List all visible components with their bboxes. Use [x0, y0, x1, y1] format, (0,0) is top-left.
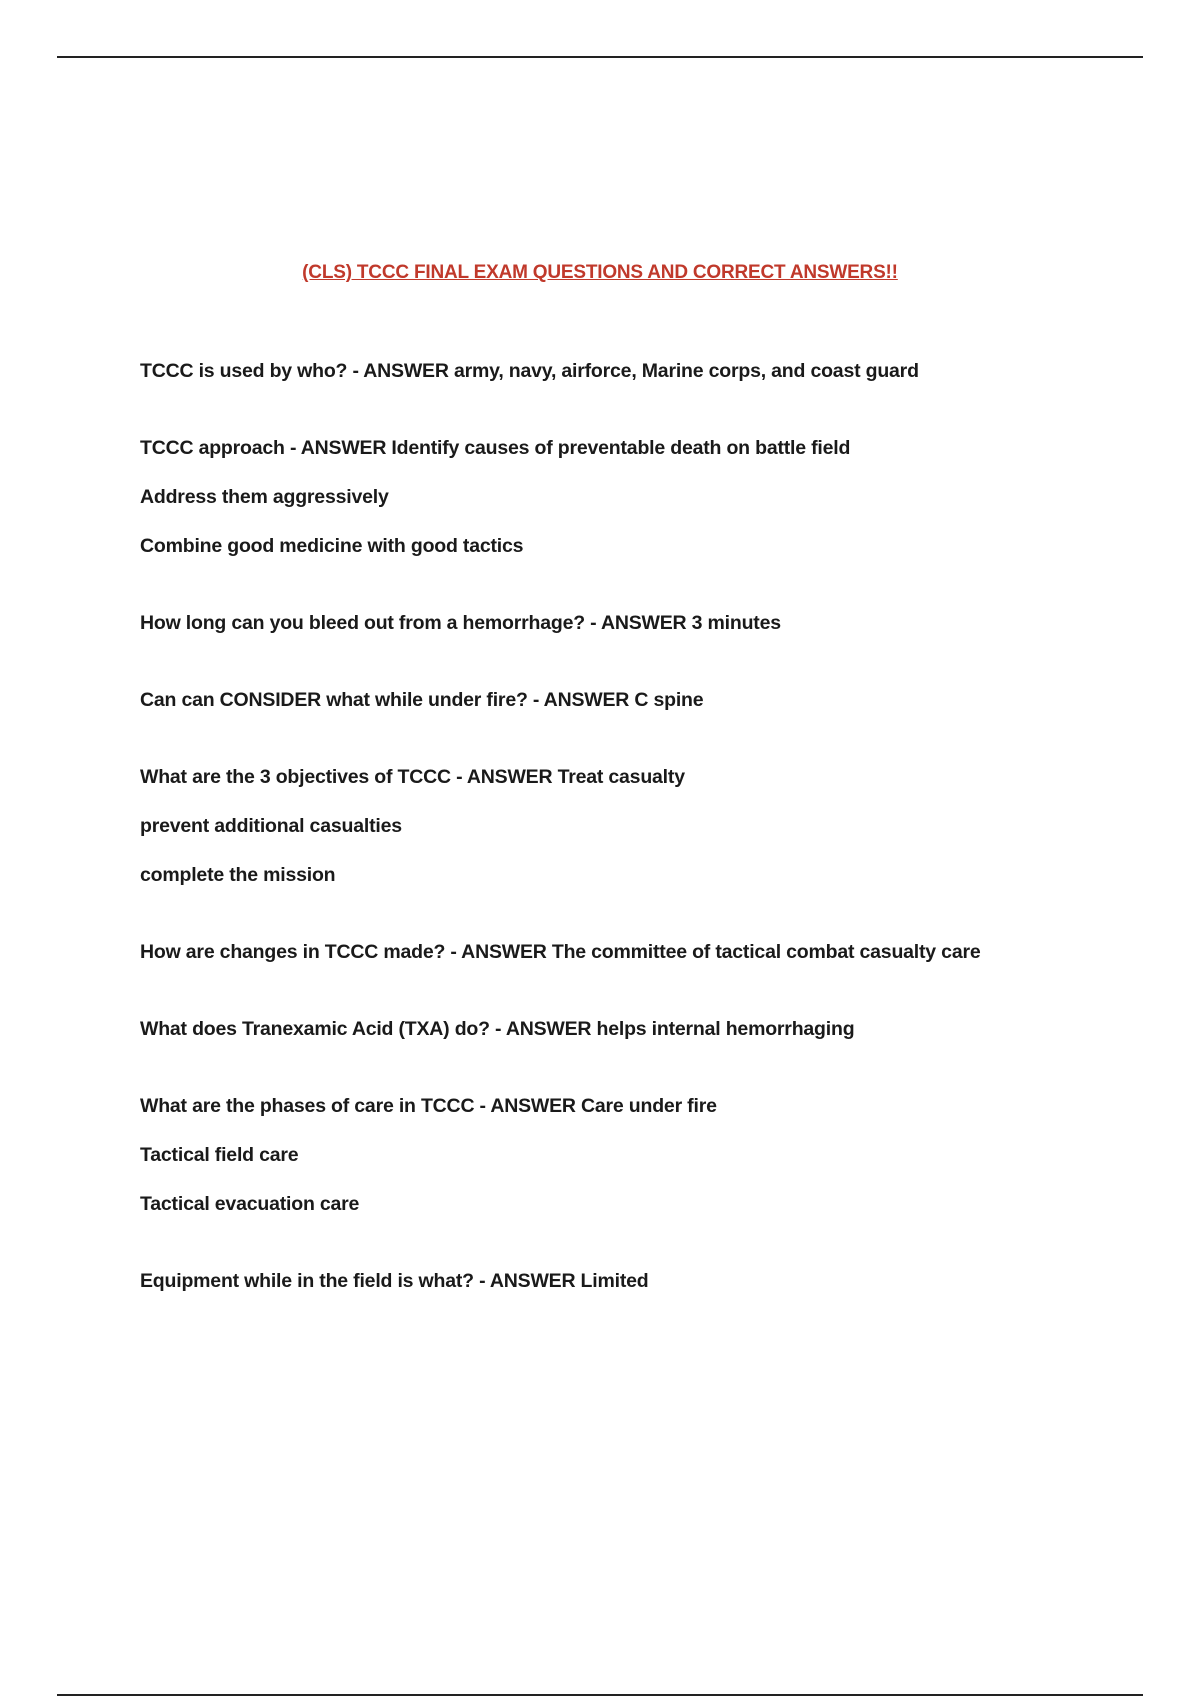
bottom-rule — [57, 1694, 1143, 1696]
qa-line: complete the mission — [140, 864, 336, 886]
qa-line: Equipment while in the field is what? - ANSWER Limited — [140, 1270, 649, 1292]
qa-line: TCCC is used by who? - ANSWER army, navy, airforce, Marine corps, and coast guard — [140, 360, 919, 382]
qa-entry-6 — [140, 937, 1060, 967]
qa-entry-5 — [140, 762, 1060, 890]
qa-list — [140, 356, 1060, 1315]
spacer — [140, 1238, 1060, 1266]
spacer — [140, 657, 1060, 685]
qa-line: Tactical evacuation care — [140, 1193, 360, 1215]
spacer — [140, 909, 1060, 937]
qa-entry-8 — [140, 1091, 1060, 1219]
qa-entry-4 — [140, 685, 1060, 715]
spacer — [140, 1063, 1060, 1091]
qa-entry-2 — [140, 433, 1060, 561]
spacer — [140, 405, 1060, 433]
qa-line: Combine good medicine with good tactics — [140, 535, 524, 557]
qa-line: prevent additional casualties — [140, 815, 402, 837]
qa-line: Tactical field care — [140, 1144, 299, 1166]
document-title: (CLS) TCCC FINAL EXAM QUESTIONS AND CORRECT ANSWERS!! — [302, 262, 898, 283]
qa-line: Can can CONSIDER what while under fire? - ANSWER C spine — [140, 689, 704, 711]
qa-line: What are the 3 objectives of TCCC - ANSWER Treat casualty — [140, 766, 685, 788]
qa-entry-3 — [140, 608, 1060, 638]
qa-line: TCCC approach - ANSWER Identify causes of preventable death on battle field — [140, 437, 851, 459]
qa-line: How long can you bleed out from a hemorrhage? - ANSWER 3 minutes — [140, 612, 781, 634]
qa-entry-9 — [140, 1266, 1060, 1296]
qa-line: What are the phases of care in TCCC - ANSWER Care under fire — [140, 1095, 717, 1117]
qa-entry-7 — [140, 1014, 1060, 1044]
top-rule — [57, 56, 1143, 58]
spacer — [140, 580, 1060, 608]
qa-line: How are changes in TCCC made? - ANSWER The committee of tactical combat casualty care — [140, 941, 981, 963]
qa-entry-1 — [140, 356, 1060, 386]
spacer — [140, 986, 1060, 1014]
spacer — [140, 734, 1060, 762]
qa-line: What does Tranexamic Acid (TXA) do? - ANSWER helps internal hemorrhaging — [140, 1018, 855, 1040]
qa-line: Address them aggressively — [140, 486, 389, 508]
